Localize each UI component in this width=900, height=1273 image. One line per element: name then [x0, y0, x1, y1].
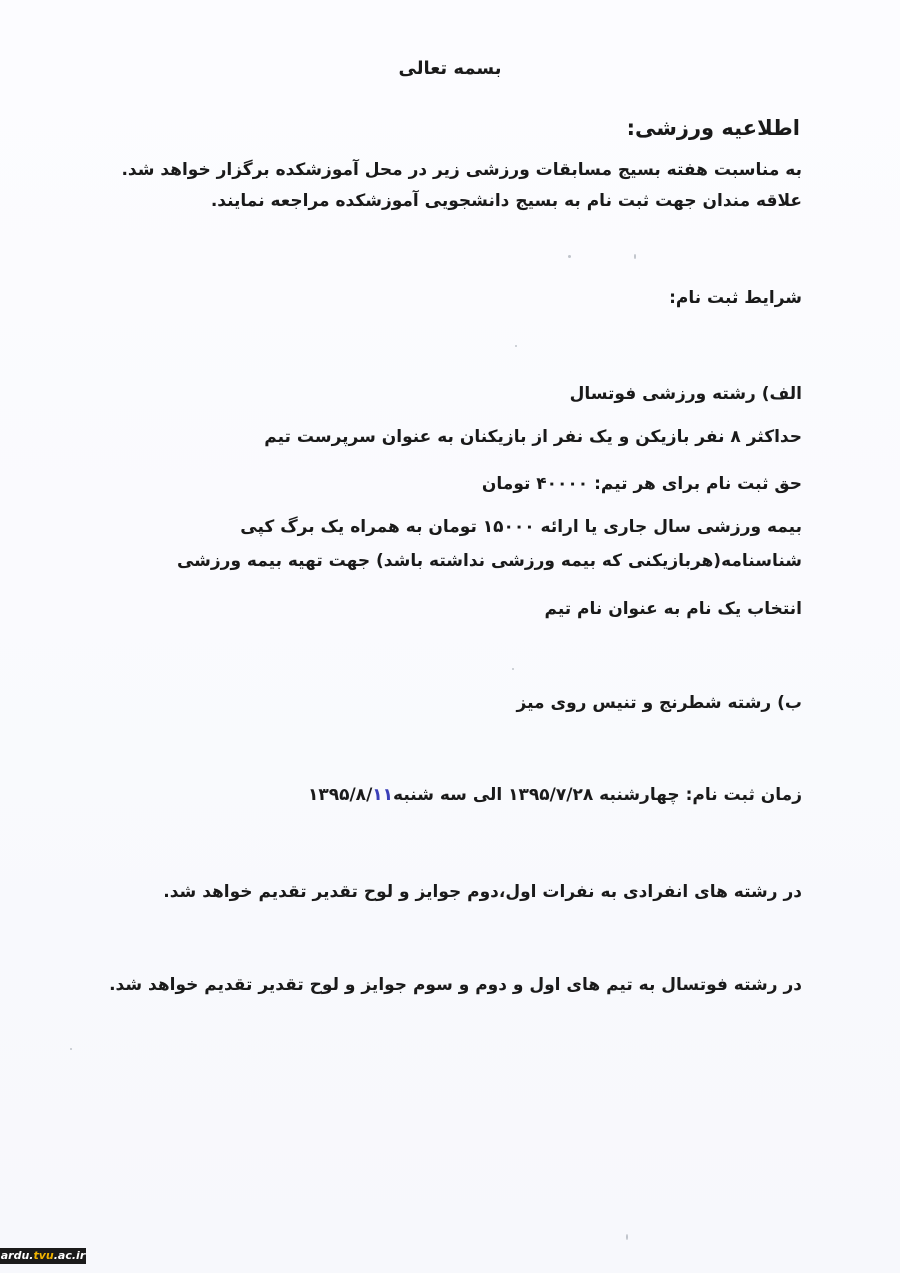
section-a-line-5: انتخاب یک نام به عنوان نام تیم: [544, 599, 802, 619]
intro-line-2: علاقه مندان جهت ثبت نام به بسیج دانشجویی آموزشکده مراجعه نمایند.: [210, 191, 802, 211]
section-a-title: الف) رشته ورزشی فوتسال: [569, 384, 802, 404]
conditions-heading: شرایط ثبت نام:: [669, 288, 802, 308]
site-watermark: [0, 1248, 86, 1264]
scan-speck: [515, 345, 517, 347]
scan-speck: [512, 668, 514, 670]
site-prefix: ardu.: [0, 1249, 34, 1262]
scan-speck: [634, 254, 636, 259]
section-b-title: ب) رشته شطرنج و تنیس روی میز: [516, 693, 802, 713]
site-suffix: .ac.ir: [53, 1249, 86, 1262]
section-a-line-3: بیمه ورزشی سال جاری یا ارائه ۱۵۰۰۰ تومان به همراه یک برگ کپی: [240, 517, 802, 537]
registration-time-prefix: زمان ثبت نام: چهارشنبه ۱۳۹۵/۷/۲۸ الی سه شنبه: [393, 785, 802, 805]
section-a-line-2: حق ثبت نام برای هر تیم: ۴۰۰۰۰ تومان: [481, 474, 802, 494]
handwritten-correction: ۱۱: [372, 785, 394, 805]
scan-speck: [626, 1234, 628, 1240]
intro-line-1: به مناسبت هفته بسیج مسابقات ورزشی زیر در محل آموزشکده برگزار خواهد شد.: [121, 160, 802, 180]
registration-time: [308, 785, 802, 805]
individual-awards: در رشته های انفرادی به نفرات اول،دوم جوایز و لوح تقدیر تقدیم خواهد شد.: [163, 882, 802, 902]
scan-speck: [70, 1048, 72, 1050]
site-accent: tvu: [33, 1249, 54, 1262]
registration-time-suffix: /۱۳۹۵/۸: [307, 785, 373, 805]
announcement-heading: اطلاعیه ورزشی:: [626, 116, 800, 140]
section-a-line-1: حداکثر ۸ نفر بازیکن و یک نفر از بازیکنان به عنوان سرپرست تیم: [264, 427, 802, 447]
page-title: بسمه تعالی: [398, 58, 502, 79]
section-a-line-4: شناسنامه(هربازیکنی که بیمه ورزشی نداشته باشد) جهت تهیه بیمه ورزشی: [176, 551, 802, 571]
futsal-awards: در رشته فوتسال به تیم های اول و دوم و سوم جوایز و لوح تقدیر تقدیم خواهد شد.: [109, 975, 802, 995]
scan-speck: [568, 255, 571, 258]
